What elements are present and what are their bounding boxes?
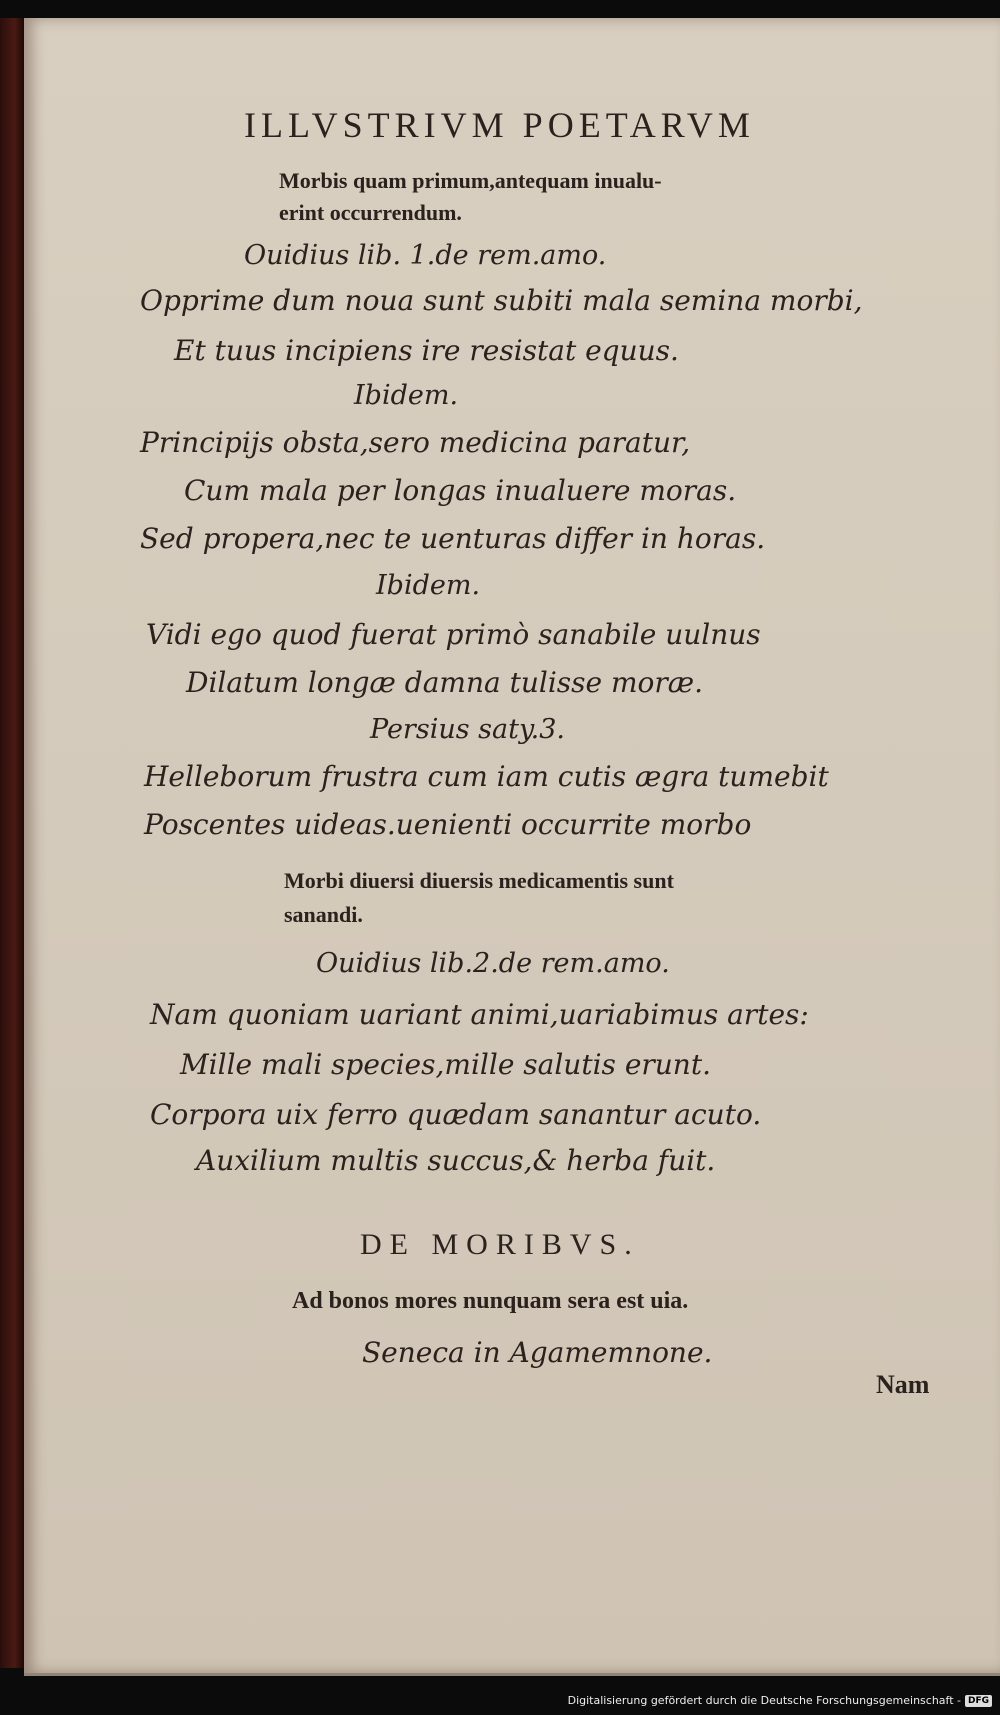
source-citation: Ibidem. (354, 380, 459, 411)
verse-line: Auxilium multis succus,& herba fuit. (196, 1144, 716, 1177)
source-citation: Ouidius lib. 1.de rem.amo. (244, 240, 607, 271)
rubric-line: Morbis quam primum,antequam inualu- (279, 168, 662, 193)
verse-line: Et tuus incipiens ire resistat equus. (174, 334, 679, 367)
source-citation: Ouidius lib.2.de rem.amo. (316, 948, 670, 979)
catchword: Nam (876, 1370, 930, 1399)
verse-line: Corpora uix ferro quædam sanantur acuto. (150, 1098, 762, 1131)
verse-line: Opprime dum noua sunt subiti mala semina morbi, (140, 284, 863, 317)
source-citation: Seneca in Agamemnone. (362, 1336, 713, 1369)
rubric-line: erint occurrendum. (279, 200, 462, 225)
verse-line: Dilatum longæ damna tulisse moræ. (186, 666, 703, 699)
verse-line: Poscentes uideas.uenienti occurrite morbo (144, 808, 752, 841)
source-citation: Ibidem. (376, 570, 481, 601)
rubric-line: Morbi diuersi diuersis medicamentis sunt (284, 868, 674, 893)
running-head: ILLVSTRIVM POETARVM (244, 105, 755, 145)
rubric-line: Ad bonos mores nunquam sera est uia. (292, 1288, 689, 1314)
verse-line: Mille mali species,mille salutis erunt. (180, 1048, 711, 1081)
credit-text: Digitalisierung gefördert durch die Deutsche Forschungsgemeinschaft - (567, 1694, 961, 1707)
digitization-credit (568, 1694, 992, 1707)
verse-line: Cum mala per longas inualuere moras. (184, 474, 737, 507)
book-spine-edge (0, 18, 24, 1668)
section-heading: DE MORIBVS. (360, 1228, 640, 1261)
dfg-logo-icon: DFG (965, 1695, 992, 1707)
verse-line: Vidi ego quod fuerat primò sanabile uulnus (146, 618, 761, 651)
source-citation: Persius saty.3. (370, 714, 565, 745)
rubric-line: sanandi. (284, 902, 363, 927)
verse-line: Principijs obsta,sero medicina paratur, (140, 426, 691, 459)
verse-line: Nam quoniam uariant animi,uariabimus artes: (150, 998, 809, 1031)
verse-line: Helleborum frustra cum iam cutis ægra tumebit (144, 760, 829, 793)
book-page (24, 18, 1000, 1673)
verse-line: Sed propera,nec te uenturas differ in horas. (140, 522, 766, 555)
